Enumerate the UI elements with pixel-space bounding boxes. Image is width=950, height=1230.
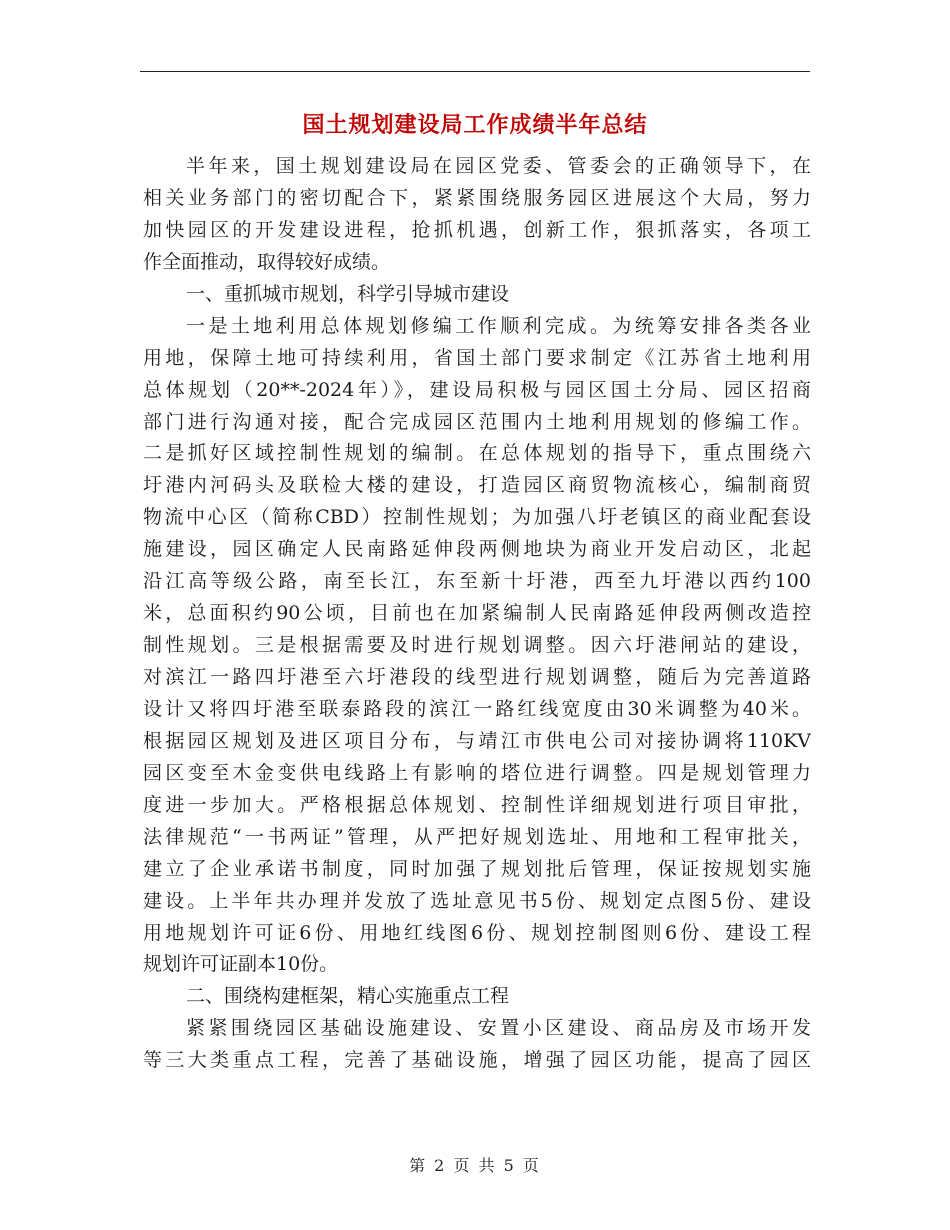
body-text-line: 二是抓好区域控制性规划的编制。在总体规划的指导下，重点围绕六 <box>143 442 811 465</box>
body-text-line: 对滨江一路四圩港至六圩港段的线型进行规划调整，随后为完善道路 <box>143 666 811 688</box>
body-text-line: 圩港内河码头及联检大楼的建设，打造园区商贸物流核心，编制商贸 <box>143 474 811 497</box>
body-text-line: 一是土地利用总体规划修编工作顺利完成。为统筹安排各类各业 <box>186 314 811 337</box>
body-text-line: 用地规划许可证6份、用地红线图6份、规划控制图则6份、建设工程 <box>143 921 811 944</box>
body-text-line: 法律规范“一书两证”管理，从严把好规划选址、用地和工程审批关， <box>143 825 811 848</box>
body-text-line: 度进一步加大。严格根据总体规划、控制性详细规划进行项目审批， <box>143 793 811 816</box>
body-text-line: 等三大类重点工程，完善了基础设施，增强了园区功能，提高了园区 <box>143 1049 811 1072</box>
body-text-line: 沿江高等级公路，南至长江，东至新十圩港，西至九圩港以西约100 <box>143 570 811 593</box>
body-text-line: 根据园区规划及进区项目分布，与靖江市供电公司对接协调将110KV <box>143 729 811 752</box>
body-text-line: 一、重抓城市规划，科学引导城市建设 <box>186 282 510 305</box>
body-text-line: 相关业务部门的密切配合下，紧紧围绕服务园区进展这个大局，努力 <box>143 186 811 209</box>
body-text-line: 用地，保障土地可持续利用，省国土部门要求制定《江苏省土地利用 <box>143 346 811 369</box>
body-text-line: 米，总面积约90公顷，目前也在加紧编制人民南路延伸段两侧改造控 <box>143 602 811 625</box>
page-number: 第 2 页 共 5 页 <box>409 1156 541 1175</box>
body-text-line: 规划许可证副本10份。 <box>143 953 339 976</box>
body-text-line: 建立了企业承诺书制度，同时加强了规划批后管理，保证按规划实施 <box>143 857 811 880</box>
body-text-line: 园区变至木金变供电线路上有影响的塔位进行调整。四是规划管理力 <box>143 761 811 784</box>
body-text-line: 制性规划。三是根据需要及时进行规划调整。因六圩港闸站的建设， <box>143 634 811 657</box>
body-text-line: 半年来，国土规划建设局在园区党委、管委会的正确领导下，在 <box>186 155 811 177</box>
body-text-line: 物流中心区（简称CBD）控制性规划；为加强八圩老镇区的商业配套设 <box>143 506 811 529</box>
body-text-line: 设计又将四圩港至联泰路段的滨江一路红线宽度由30米调整为40米。 <box>143 697 811 720</box>
body-text-line: 施建设，园区确定人民南路延伸段两侧地块为商业开发启动区，北起 <box>143 538 811 561</box>
body-text-line: 紧紧围绕园区基础设施建设、安置小区建设、商品房及市场开发 <box>186 1017 811 1040</box>
body-text-line: 总体规划（20**-2024年）》，建设局积极与园区国土分局、园区招商 <box>143 378 811 401</box>
body-text-line: 部门进行沟通对接，配合完成园区范围内土地利用规划的修编工作。 <box>143 410 811 433</box>
document-title: 国土规划建设局工作成绩半年总结 <box>302 113 648 138</box>
body-text-line: 作全面推动，取得较好成绩。 <box>143 250 391 273</box>
body-text-line: 加快园区的开发建设进程，抢抓机遇，创新工作，狠抓落实，各项工 <box>143 218 811 241</box>
body-text-line: 建设。上半年共办理并发放了选址意见书5份、规划定点图5份、建设 <box>143 889 811 912</box>
header-rule <box>140 71 810 72</box>
document-body <box>143 151 811 1077</box>
body-text-line: 二、围绕构建框架，精心实施重点工程 <box>186 985 510 1008</box>
